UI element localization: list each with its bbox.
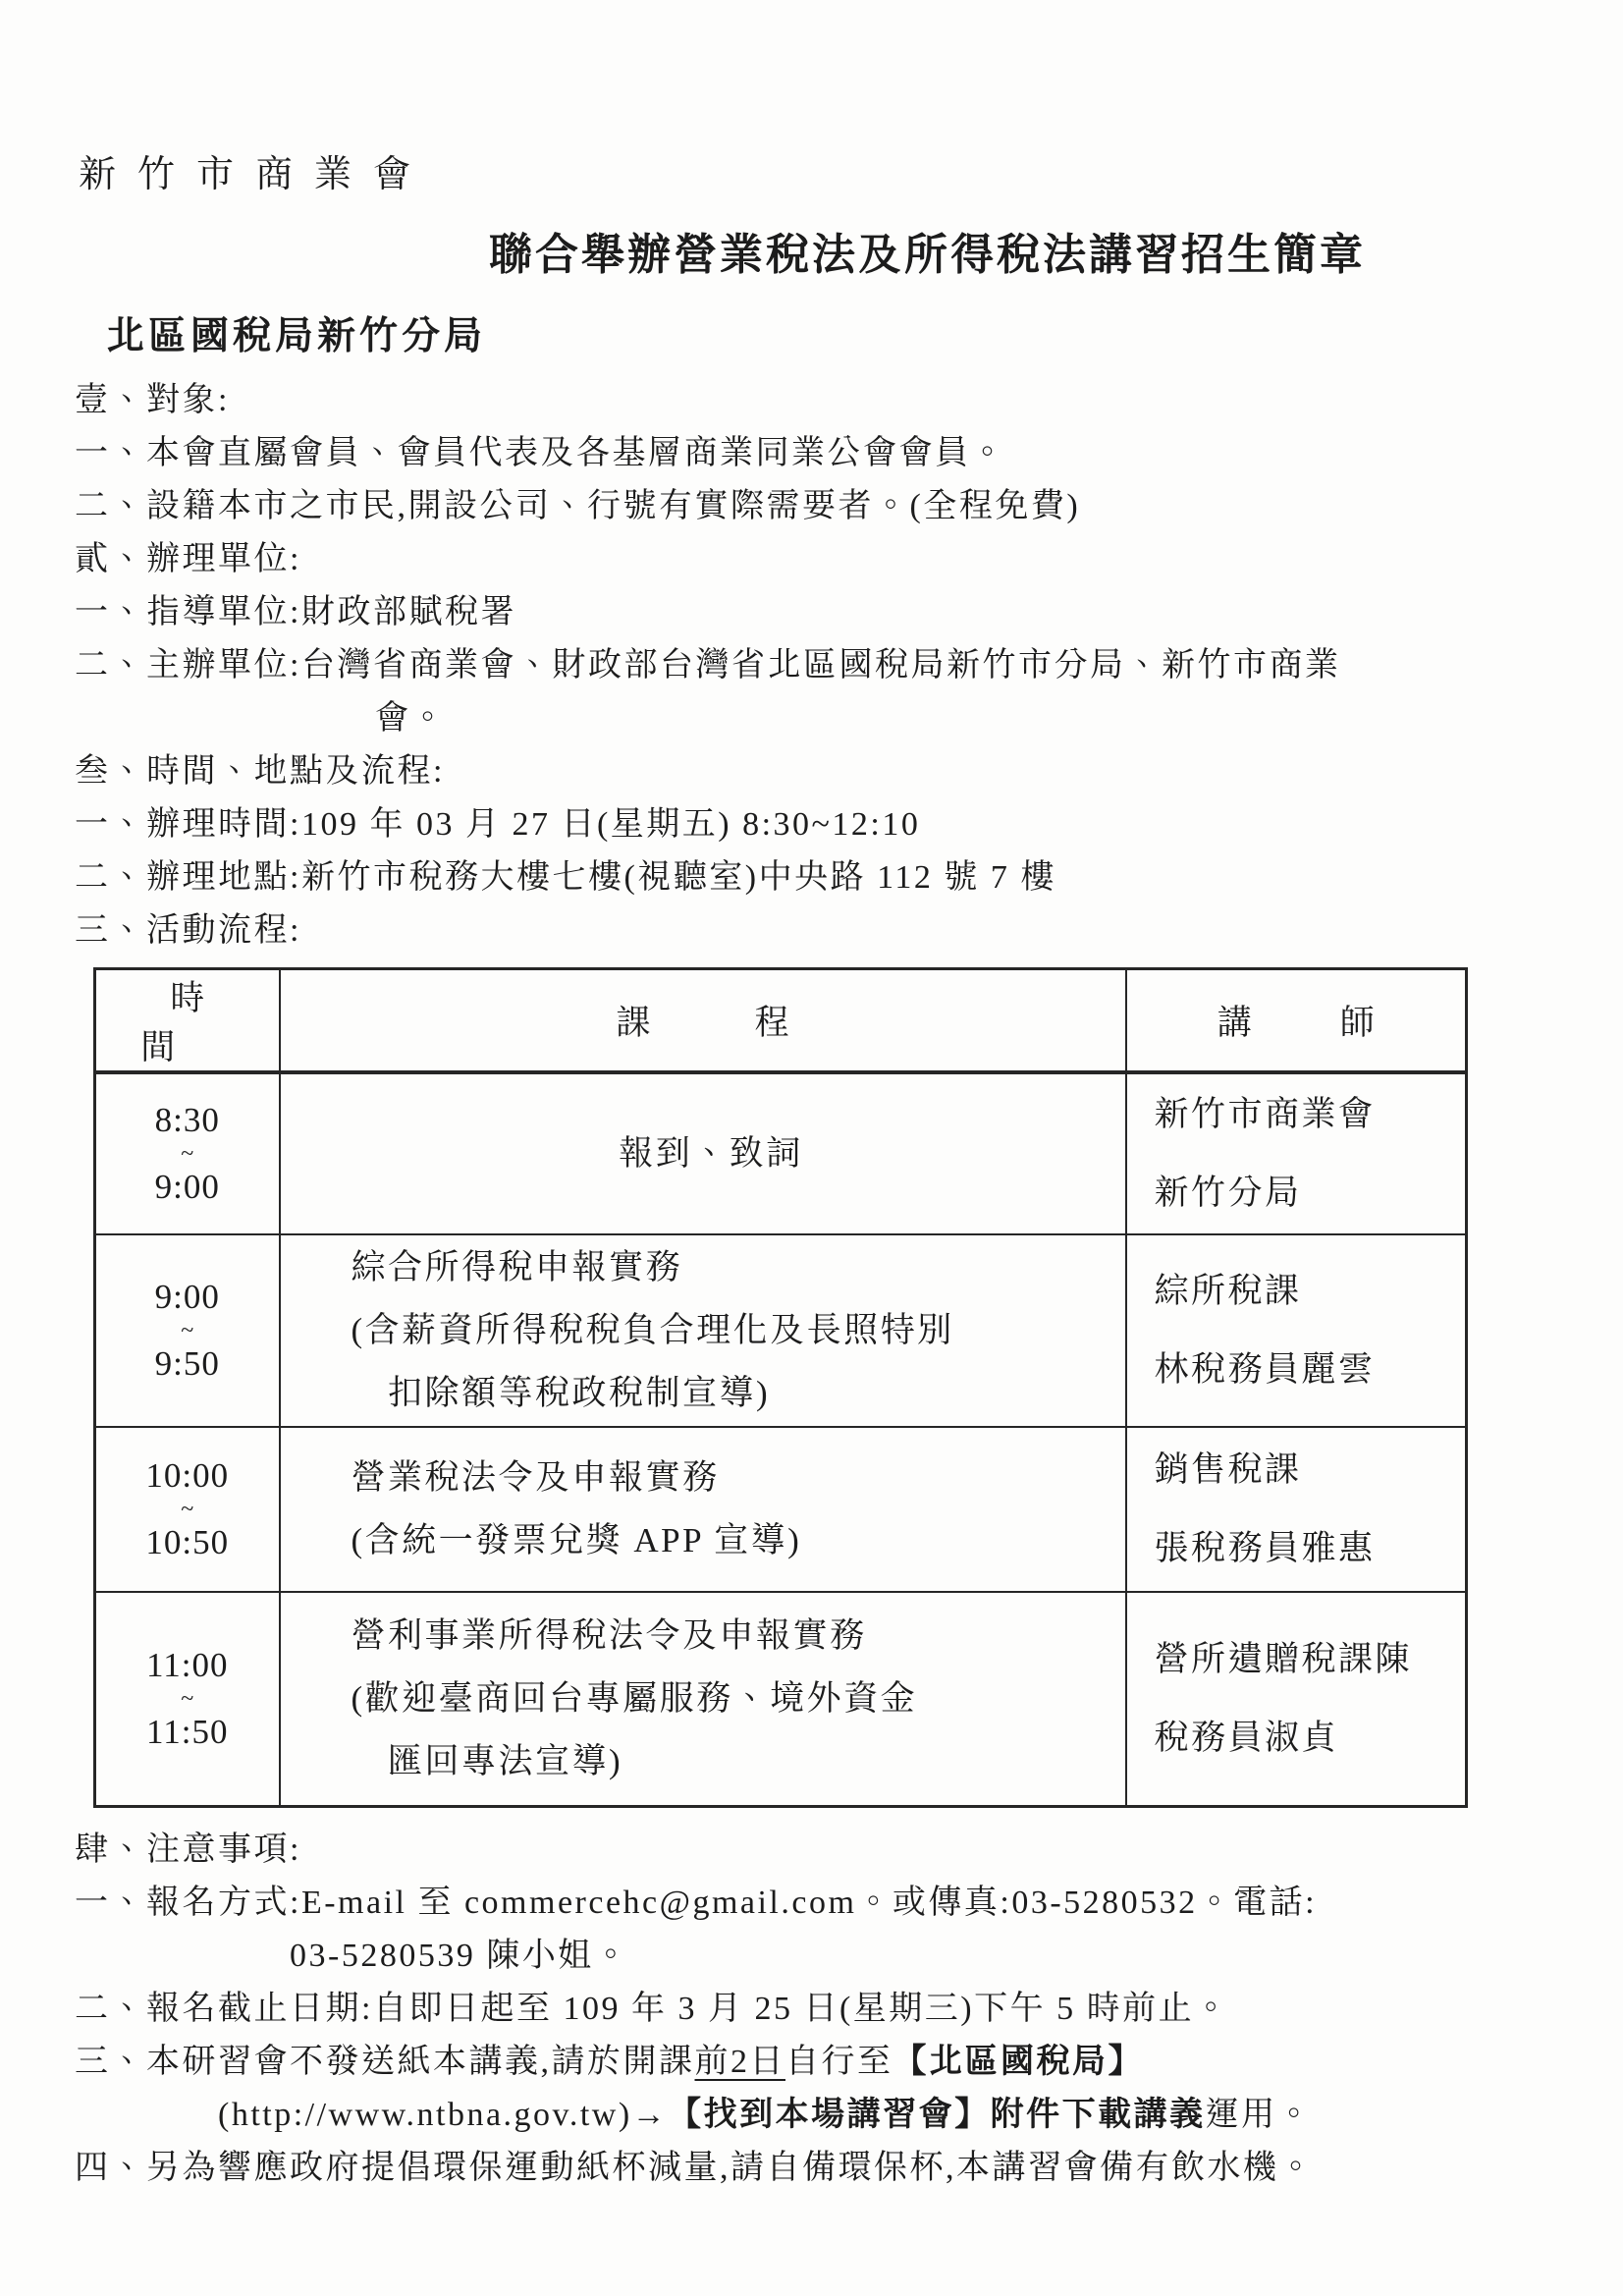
schedule-table xyxy=(93,967,1468,1808)
lecturer-line: 張稅務員雅惠 xyxy=(1154,1529,1376,1567)
section3-item2: 二、辦理地點:新竹市稅務大樓七樓(視聽室)中央路 112 號 7 樓 xyxy=(75,859,1056,896)
note3-url-text: (http://www.ntbna.gov.tw)→ xyxy=(218,2096,669,2133)
time-cell xyxy=(95,1427,280,1592)
org-name: 新竹市商業會 xyxy=(79,154,433,195)
course-line: 報到、致詞 xyxy=(619,1134,803,1173)
document-title: 聯合舉辦營業稅法及所得稅法講習招生簡章 xyxy=(489,231,1366,279)
course-line: (含薪資所得稅稅負合理化及長照特別 xyxy=(351,1311,954,1349)
note3-underlined-text: 前2日 xyxy=(694,2043,785,2080)
lecturer-line: 營所遺贈稅課陳 xyxy=(1154,1639,1413,1678)
time-start: 10:00 xyxy=(145,1456,230,1495)
time-end: 10:50 xyxy=(145,1523,230,1561)
table-row xyxy=(95,1427,1467,1592)
course-line: 扣除額等稅政稅制宣導) xyxy=(351,1374,771,1412)
body-text xyxy=(0,374,1623,957)
lecturer-line: 銷售稅課 xyxy=(1154,1450,1302,1489)
lecturer-line: 新竹分局 xyxy=(1154,1174,1302,1212)
note3-line2 xyxy=(218,2089,1623,2142)
lecturer-cell xyxy=(1126,1072,1467,1234)
lecturer-cell xyxy=(1126,1427,1467,1592)
note2: 二、報名截止日期:自即日起至 109 年 3 月 25 日(星期三)下午 5 時前止。 xyxy=(75,1990,1230,2027)
course-line: 營利事業所得稅法令及申報實務 xyxy=(351,1615,867,1655)
lecturer-line: 新竹市商業會 xyxy=(1154,1095,1376,1133)
section1-item2: 二、設籍本市之市民,開設公司、行號有實際需要者。(全程免費) xyxy=(75,488,1081,524)
course-line: (歡迎臺商回台專屬服務、境外資金 xyxy=(351,1678,918,1718)
tilde-separator: ~ xyxy=(181,1685,194,1712)
course-cell xyxy=(280,1427,1126,1592)
course-cell xyxy=(280,1592,1126,1806)
section3-item1: 一、辦理時間:109 年 03 月 27 日(星期五) 8:30~12:10 xyxy=(75,806,921,843)
note4: 四、另為響應政府提倡環保運動紙杯減量,請自備環保杯,本講習會備有飲水機。 xyxy=(75,2149,1315,2186)
course-cell xyxy=(280,1072,1126,1234)
lecturer-line: 綜所稅課 xyxy=(1154,1272,1302,1310)
time-cell xyxy=(95,1072,280,1234)
section2-item1: 一、指導單位:財政部賦稅署 xyxy=(75,594,516,630)
section2-item2-line1: 二、主辦單位:台灣省商業會、財政部台灣省北區國稅局新竹市分局、新竹市商業 xyxy=(75,647,1341,683)
lecturer-line: 林稅務員麗雲 xyxy=(1154,1350,1376,1389)
notes-section xyxy=(0,1824,1623,2195)
branch-name: 北區國稅局新竹分局 xyxy=(106,315,487,357)
note1-line1: 一、報名方式:E-mail 至 commercehc@gmail.com。或傳真:03-5280532。電話: xyxy=(75,1884,1318,1921)
table-header-course: 課程 xyxy=(280,969,1126,1073)
lecturer-cell xyxy=(1126,1234,1467,1427)
course-line: 匯回專法宣導) xyxy=(351,1741,623,1780)
table-row xyxy=(95,1072,1467,1234)
time-cell xyxy=(95,1592,280,1806)
time-end: 11:50 xyxy=(146,1712,229,1751)
note3-text: 自行至 xyxy=(785,2043,893,2080)
course-line: 綜合所得稅申報實務 xyxy=(351,1248,683,1286)
time-end: 9:50 xyxy=(154,1344,220,1383)
tilde-separator: ~ xyxy=(181,1141,194,1167)
course-cell xyxy=(280,1234,1126,1427)
tilde-separator: ~ xyxy=(181,1318,194,1343)
note3-bracket-text: 【北區國稅局】 xyxy=(893,2043,1144,2080)
lecturer-cell xyxy=(1126,1592,1467,1806)
course-line: (含統一發票兌獎 APP 宣導) xyxy=(351,1521,802,1559)
time-start: 8:30 xyxy=(154,1101,220,1139)
section1-heading: 壹、對象: xyxy=(75,382,230,418)
table-header-lecturer: 講師 xyxy=(1126,969,1467,1073)
note3-bold-text: 【找到本場講習會】附件下載講義 xyxy=(668,2096,1206,2133)
note3-text: 三、本研習會不發送紙本講義,請於開課 xyxy=(75,2043,695,2080)
notes-heading: 肆、注意事項: xyxy=(75,1831,301,1868)
table-row xyxy=(95,1234,1467,1427)
section3-item3: 三、活動流程: xyxy=(75,912,301,949)
note3-line1 xyxy=(75,2036,1623,2089)
section2-item2-line2: 會。 xyxy=(375,700,447,737)
time-start: 11:00 xyxy=(146,1645,229,1684)
section1-item1: 一、本會直屬會員、會員代表及各基層商業同業公會會員。 xyxy=(75,435,1006,471)
time-cell xyxy=(95,1234,280,1427)
lecturer-line: 稅務員淑貞 xyxy=(1154,1718,1339,1757)
note1-line2: 03-5280539 陳小姐。 xyxy=(290,1937,630,1974)
course-line: 營業稅法令及申報實務 xyxy=(351,1458,720,1497)
note3-tail-text: 運用。 xyxy=(1205,2096,1314,2133)
time-end: 9:00 xyxy=(154,1168,220,1206)
table-header-row xyxy=(95,969,1467,1073)
time-start: 9:00 xyxy=(154,1278,220,1316)
section2-heading: 貳、辦理單位: xyxy=(75,541,301,577)
table-header-time: 時間 xyxy=(95,969,280,1073)
section3-heading: 叁、時間、地點及流程: xyxy=(75,753,445,790)
tilde-separator: ~ xyxy=(181,1497,194,1522)
table-row xyxy=(95,1592,1467,1806)
